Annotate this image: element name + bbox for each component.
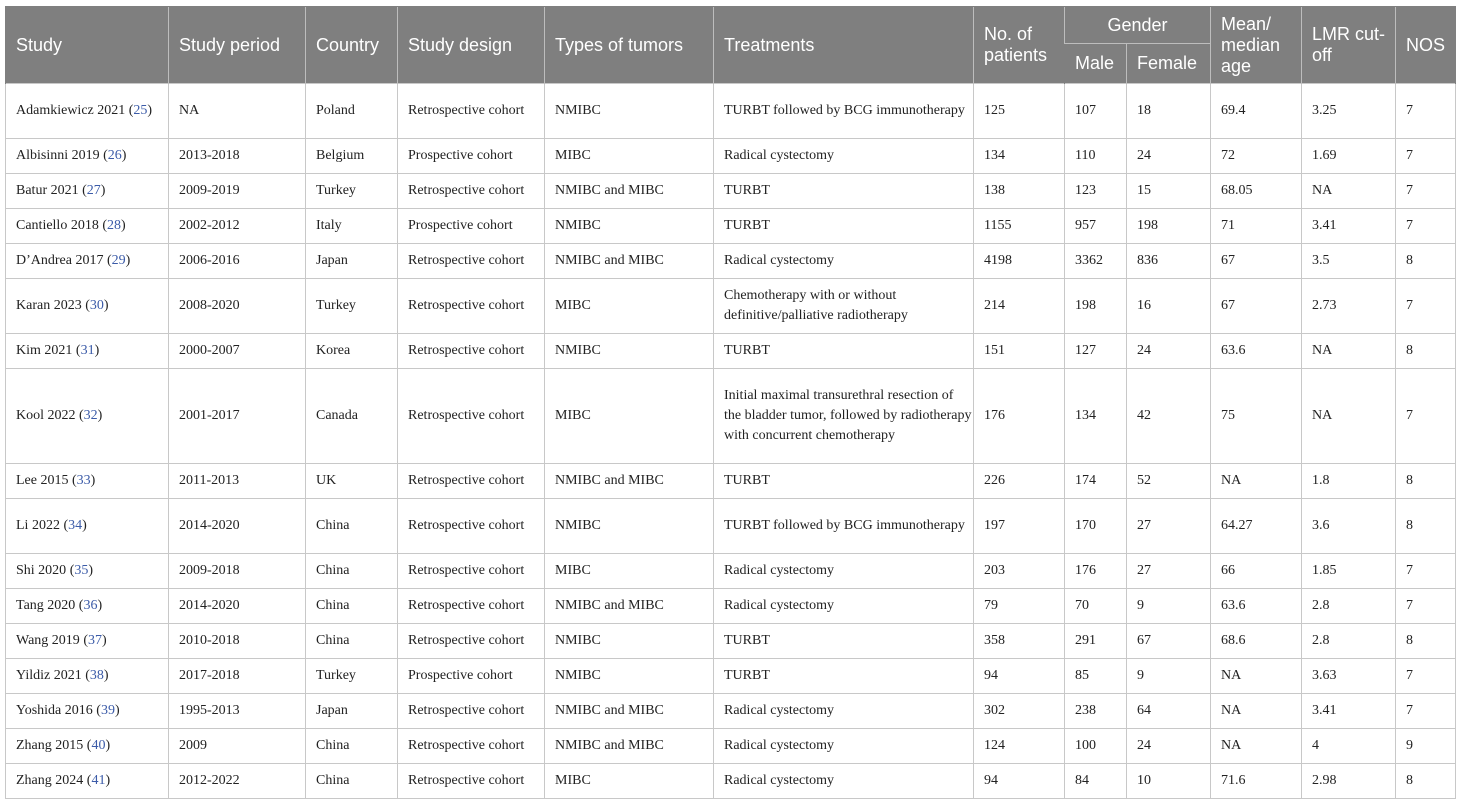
header-male: Male <box>1065 44 1127 84</box>
cell-patients: 94 <box>974 659 1065 694</box>
cell-nos: 7 <box>1396 279 1456 334</box>
reference-link[interactable]: 31 <box>80 343 95 358</box>
study-name: Wang 2019 <box>16 633 80 648</box>
cell-treatment: TURBT followed by BCG immunotherapy <box>714 84 974 139</box>
cell-nos: 8 <box>1396 244 1456 279</box>
cell-study-design: Retrospective cohort <box>398 624 545 659</box>
cell-lmr-cutoff: 1.8 <box>1302 464 1396 499</box>
cell-nos: 8 <box>1396 624 1456 659</box>
cell-patients: 138 <box>974 174 1065 209</box>
cell-country: Japan <box>306 244 398 279</box>
cell-tumor-type: NMIBC and MIBC <box>545 174 714 209</box>
cell-female: 24 <box>1127 139 1211 174</box>
cell-male: 170 <box>1065 499 1127 554</box>
cell-study: Albisinni 2019 (26) <box>6 139 169 174</box>
cell-tumor-type: NMIBC <box>545 659 714 694</box>
cell-study: Yildiz 2021 (38) <box>6 659 169 694</box>
cell-tumor-type: MIBC <box>545 369 714 464</box>
cell-study-design: Retrospective cohort <box>398 554 545 589</box>
study-name: Cantiello 2018 <box>16 218 99 233</box>
cell-treatment: Radical cystectomy <box>714 729 974 764</box>
cell-lmr-cutoff: 1.85 <box>1302 554 1396 589</box>
reference-link[interactable]: 36 <box>83 598 98 613</box>
study-characteristics-table <box>5 6 1456 799</box>
cell-tumor-type: NMIBC <box>545 624 714 659</box>
cell-lmr-cutoff: 1.69 <box>1302 139 1396 174</box>
table-row <box>6 279 1456 334</box>
table-row <box>6 659 1456 694</box>
cell-age: 71 <box>1211 209 1302 244</box>
cell-age: 63.6 <box>1211 334 1302 369</box>
cell-study-period: 2009 <box>169 729 306 764</box>
cell-female: 198 <box>1127 209 1211 244</box>
cell-country: Turkey <box>306 659 398 694</box>
reference-link[interactable]: 28 <box>107 218 121 233</box>
cell-study: Karan 2023 (30) <box>6 279 169 334</box>
cell-female: 15 <box>1127 174 1211 209</box>
cell-study: Wang 2019 (37) <box>6 624 169 659</box>
cell-treatment: TURBT followed by BCG immunotherapy <box>714 499 974 554</box>
cell-country: Canada <box>306 369 398 464</box>
cell-lmr-cutoff: NA <box>1302 334 1396 369</box>
cell-age: 68.05 <box>1211 174 1302 209</box>
cell-nos: 8 <box>1396 764 1456 799</box>
reference-link[interactable]: 34 <box>68 518 83 533</box>
table-row <box>6 244 1456 279</box>
cell-study: Zhang 2015 (40) <box>6 729 169 764</box>
study-name: Kool 2022 <box>16 408 76 423</box>
cell-lmr-cutoff: 3.5 <box>1302 244 1396 279</box>
cell-study-period: 2014-2020 <box>169 499 306 554</box>
header-nos: NOS <box>1396 7 1456 84</box>
cell-female: 10 <box>1127 764 1211 799</box>
cell-tumor-type: NMIBC and MIBC <box>545 589 714 624</box>
cell-tumor-type: NMIBC and MIBC <box>545 244 714 279</box>
cell-male: 84 <box>1065 764 1127 799</box>
study-name: Lee 2015 <box>16 473 69 488</box>
cell-study: D’Andrea 2017 (29) <box>6 244 169 279</box>
cell-tumor-type: MIBC <box>545 764 714 799</box>
table-row <box>6 499 1456 554</box>
study-name: Adamkiewicz 2021 <box>16 103 126 118</box>
reference-link[interactable]: 33 <box>76 473 91 488</box>
cell-female: 27 <box>1127 554 1211 589</box>
table-row <box>6 589 1456 624</box>
cell-study-period: 2017-2018 <box>169 659 306 694</box>
cell-age: 69.4 <box>1211 84 1302 139</box>
reference-link[interactable]: 37 <box>87 633 102 648</box>
cell-female: 9 <box>1127 589 1211 624</box>
cell-female: 24 <box>1127 729 1211 764</box>
reference-link[interactable]: 35 <box>74 563 89 578</box>
cell-study: Lee 2015 (33) <box>6 464 169 499</box>
table-row <box>6 139 1456 174</box>
cell-study-design: Retrospective cohort <box>398 279 545 334</box>
cell-patients: 151 <box>974 334 1065 369</box>
cell-country: UK <box>306 464 398 499</box>
cell-patients: 79 <box>974 589 1065 624</box>
cell-age: 66 <box>1211 554 1302 589</box>
cell-study-period: 2001-2017 <box>169 369 306 464</box>
table-row <box>6 729 1456 764</box>
cell-tumor-type: MIBC <box>545 279 714 334</box>
cell-female: 24 <box>1127 334 1211 369</box>
study-name: Kim 2021 <box>16 343 73 358</box>
cell-study-period: NA <box>169 84 306 139</box>
cell-treatment: Chemotherapy with or without definitive/palliative radiotherapy <box>714 279 974 334</box>
cell-study-design: Retrospective cohort <box>398 369 545 464</box>
cell-study: Li 2022 (34) <box>6 499 169 554</box>
cell-male: 70 <box>1065 589 1127 624</box>
cell-study-design: Retrospective cohort <box>398 589 545 624</box>
cell-age: 72 <box>1211 139 1302 174</box>
cell-patients: 197 <box>974 499 1065 554</box>
reference-link[interactable]: 26 <box>107 148 122 163</box>
cell-country: China <box>306 764 398 799</box>
header-age: Mean/ median age <box>1211 7 1302 84</box>
cell-tumor-type: MIBC <box>545 139 714 174</box>
cell-patients: 125 <box>974 84 1065 139</box>
cell-lmr-cutoff: 3.41 <box>1302 209 1396 244</box>
cell-age: 64.27 <box>1211 499 1302 554</box>
cell-female: 16 <box>1127 279 1211 334</box>
table-header <box>6 7 1456 84</box>
reference-link[interactable]: 32 <box>83 408 98 423</box>
cell-patients: 94 <box>974 764 1065 799</box>
reference-link[interactable]: 38 <box>89 668 104 683</box>
cell-country: Korea <box>306 334 398 369</box>
cell-study-design: Retrospective cohort <box>398 334 545 369</box>
study-name: D’Andrea 2017 <box>16 253 104 268</box>
cell-age: 75 <box>1211 369 1302 464</box>
cell-male: 3362 <box>1065 244 1127 279</box>
cell-lmr-cutoff: 4 <box>1302 729 1396 764</box>
table-row <box>6 554 1456 589</box>
cell-patients: 1155 <box>974 209 1065 244</box>
cell-female: 64 <box>1127 694 1211 729</box>
cell-nos: 7 <box>1396 659 1456 694</box>
cell-study-period: 1995-2013 <box>169 694 306 729</box>
cell-female: 9 <box>1127 659 1211 694</box>
cell-nos: 7 <box>1396 554 1456 589</box>
cell-nos: 7 <box>1396 84 1456 139</box>
cell-treatment: TURBT <box>714 659 974 694</box>
cell-study: Kim 2021 (31) <box>6 334 169 369</box>
header-lmr-cutoff: LMR cut-off <box>1302 7 1396 84</box>
table-row <box>6 764 1456 799</box>
reference-link[interactable]: 25 <box>133 103 148 118</box>
cell-age: NA <box>1211 659 1302 694</box>
cell-nos: 7 <box>1396 589 1456 624</box>
header-gender: Gender <box>1065 7 1211 44</box>
cell-male: 100 <box>1065 729 1127 764</box>
cell-study-period: 2010-2018 <box>169 624 306 659</box>
cell-country: China <box>306 554 398 589</box>
cell-patients: 203 <box>974 554 1065 589</box>
table-body <box>6 84 1456 799</box>
cell-age: NA <box>1211 729 1302 764</box>
study-name: Tang 2020 <box>16 598 76 613</box>
cell-nos: 9 <box>1396 729 1456 764</box>
cell-nos: 7 <box>1396 369 1456 464</box>
header-treatments: Treatments <box>714 7 974 84</box>
cell-treatment: TURBT <box>714 624 974 659</box>
cell-patients: 302 <box>974 694 1065 729</box>
cell-study-design: Retrospective cohort <box>398 764 545 799</box>
cell-treatment: Radical cystectomy <box>714 764 974 799</box>
cell-lmr-cutoff: 2.98 <box>1302 764 1396 799</box>
cell-male: 127 <box>1065 334 1127 369</box>
cell-lmr-cutoff: 3.6 <box>1302 499 1396 554</box>
cell-study-period: 2013-2018 <box>169 139 306 174</box>
study-name: Shi 2020 <box>16 563 67 578</box>
cell-patients: 124 <box>974 729 1065 764</box>
header-study: Study <box>6 7 169 84</box>
cell-treatment: TURBT <box>714 174 974 209</box>
cell-study-design: Prospective cohort <box>398 139 545 174</box>
cell-female: 67 <box>1127 624 1211 659</box>
cell-age: NA <box>1211 694 1302 729</box>
cell-patients: 226 <box>974 464 1065 499</box>
cell-study: Tang 2020 (36) <box>6 589 169 624</box>
header-tumor-types: Types of tumors <box>545 7 714 84</box>
cell-lmr-cutoff: 2.73 <box>1302 279 1396 334</box>
study-name: Karan 2023 <box>16 298 82 313</box>
cell-study-design: Retrospective cohort <box>398 244 545 279</box>
cell-nos: 7 <box>1396 209 1456 244</box>
cell-lmr-cutoff: NA <box>1302 174 1396 209</box>
cell-study: Adamkiewicz 2021 (25) <box>6 84 169 139</box>
cell-country: Japan <box>306 694 398 729</box>
cell-study-design: Retrospective cohort <box>398 464 545 499</box>
cell-study-design: Retrospective cohort <box>398 84 545 139</box>
cell-country: Turkey <box>306 174 398 209</box>
cell-lmr-cutoff: NA <box>1302 369 1396 464</box>
cell-tumor-type: NMIBC <box>545 84 714 139</box>
cell-patients: 358 <box>974 624 1065 659</box>
cell-nos: 7 <box>1396 139 1456 174</box>
cell-male: 198 <box>1065 279 1127 334</box>
cell-study: Zhang 2024 (41) <box>6 764 169 799</box>
cell-male: 110 <box>1065 139 1127 174</box>
study-name: Li 2022 <box>16 518 60 533</box>
cell-treatment: Radical cystectomy <box>714 589 974 624</box>
cell-country: Poland <box>306 84 398 139</box>
cell-male: 291 <box>1065 624 1127 659</box>
cell-tumor-type: MIBC <box>545 554 714 589</box>
cell-tumor-type: NMIBC <box>545 334 714 369</box>
cell-male: 85 <box>1065 659 1127 694</box>
cell-country: Italy <box>306 209 398 244</box>
cell-study: Batur 2021 (27) <box>6 174 169 209</box>
cell-lmr-cutoff: 2.8 <box>1302 624 1396 659</box>
cell-study-period: 2009-2018 <box>169 554 306 589</box>
cell-study-design: Retrospective cohort <box>398 174 545 209</box>
cell-patients: 214 <box>974 279 1065 334</box>
table-row <box>6 369 1456 464</box>
table-row <box>6 624 1456 659</box>
cell-country: China <box>306 499 398 554</box>
table-row <box>6 209 1456 244</box>
cell-study: Kool 2022 (32) <box>6 369 169 464</box>
cell-male: 176 <box>1065 554 1127 589</box>
cell-country: China <box>306 589 398 624</box>
cell-study-period: 2006-2016 <box>169 244 306 279</box>
cell-study-design: Retrospective cohort <box>398 499 545 554</box>
header-patients: No. of patients <box>974 7 1065 84</box>
cell-male: 957 <box>1065 209 1127 244</box>
cell-patients: 4198 <box>974 244 1065 279</box>
cell-lmr-cutoff: 3.41 <box>1302 694 1396 729</box>
cell-nos: 8 <box>1396 334 1456 369</box>
cell-tumor-type: NMIBC and MIBC <box>545 729 714 764</box>
table-row <box>6 694 1456 729</box>
cell-patients: 176 <box>974 369 1065 464</box>
cell-nos: 8 <box>1396 499 1456 554</box>
reference-link[interactable]: 29 <box>111 253 126 268</box>
cell-female: 18 <box>1127 84 1211 139</box>
cell-study: Shi 2020 (35) <box>6 554 169 589</box>
cell-treatment: TURBT <box>714 209 974 244</box>
cell-study-period: 2014-2020 <box>169 589 306 624</box>
study-name: Zhang 2015 <box>16 738 84 753</box>
cell-male: 134 <box>1065 369 1127 464</box>
header-female: Female <box>1127 44 1211 84</box>
cell-male: 238 <box>1065 694 1127 729</box>
table-row <box>6 334 1456 369</box>
study-name: Yoshida 2016 <box>16 703 93 718</box>
reference-link[interactable]: 40 <box>91 738 106 753</box>
cell-age: 71.6 <box>1211 764 1302 799</box>
study-name: Zhang 2024 <box>16 773 84 788</box>
cell-country: China <box>306 624 398 659</box>
cell-treatment: Radical cystectomy <box>714 139 974 174</box>
cell-tumor-type: NMIBC <box>545 499 714 554</box>
cell-age: NA <box>1211 464 1302 499</box>
cell-lmr-cutoff: 3.25 <box>1302 84 1396 139</box>
study-name: Yildiz 2021 <box>16 668 82 683</box>
cell-study-design: Retrospective cohort <box>398 729 545 764</box>
cell-treatment: Radical cystectomy <box>714 694 974 729</box>
cell-study-period: 2002-2012 <box>169 209 306 244</box>
cell-nos: 8 <box>1396 464 1456 499</box>
cell-country: Turkey <box>306 279 398 334</box>
cell-male: 107 <box>1065 84 1127 139</box>
cell-lmr-cutoff: 2.8 <box>1302 589 1396 624</box>
table-row <box>6 84 1456 139</box>
cell-lmr-cutoff: 3.63 <box>1302 659 1396 694</box>
cell-female: 27 <box>1127 499 1211 554</box>
cell-treatment: Radical cystectomy <box>714 554 974 589</box>
cell-patients: 134 <box>974 139 1065 174</box>
reference-link[interactable]: 39 <box>100 703 115 718</box>
cell-female: 836 <box>1127 244 1211 279</box>
cell-study-design: Prospective cohort <box>398 209 545 244</box>
cell-age: 67 <box>1211 244 1302 279</box>
study-characteristics-table-container <box>5 6 1456 799</box>
header-study-period: Study period <box>169 7 306 84</box>
reference-link[interactable]: 27 <box>86 183 101 198</box>
cell-treatment: Initial maximal transurethral resection of the bladder tumor, followed by radiotherapy with concurrent chemotherapy <box>714 369 974 464</box>
cell-age: 63.6 <box>1211 589 1302 624</box>
cell-study-design: Retrospective cohort <box>398 694 545 729</box>
cell-country: China <box>306 729 398 764</box>
cell-study-design: Prospective cohort <box>398 659 545 694</box>
cell-study-period: 2000-2007 <box>169 334 306 369</box>
cell-treatment: TURBT <box>714 334 974 369</box>
cell-age: 68.6 <box>1211 624 1302 659</box>
cell-study-period: 2012-2022 <box>169 764 306 799</box>
table-row <box>6 174 1456 209</box>
cell-male: 123 <box>1065 174 1127 209</box>
header-country: Country <box>306 7 398 84</box>
cell-study: Yoshida 2016 (39) <box>6 694 169 729</box>
cell-treatment: TURBT <box>714 464 974 499</box>
header-study-design: Study design <box>398 7 545 84</box>
cell-study: Cantiello 2018 (28) <box>6 209 169 244</box>
study-name: Albisinni 2019 <box>16 148 100 163</box>
cell-tumor-type: NMIBC <box>545 209 714 244</box>
cell-nos: 7 <box>1396 694 1456 729</box>
cell-tumor-type: NMIBC and MIBC <box>545 694 714 729</box>
study-name: Batur 2021 <box>16 183 79 198</box>
cell-female: 42 <box>1127 369 1211 464</box>
cell-female: 52 <box>1127 464 1211 499</box>
cell-age: 67 <box>1211 279 1302 334</box>
cell-male: 174 <box>1065 464 1127 499</box>
table-row <box>6 464 1456 499</box>
reference-link[interactable]: 41 <box>91 773 106 788</box>
cell-study-period: 2008-2020 <box>169 279 306 334</box>
reference-link[interactable]: 30 <box>89 298 104 313</box>
cell-treatment: Radical cystectomy <box>714 244 974 279</box>
cell-country: Belgium <box>306 139 398 174</box>
cell-study-period: 2009-2019 <box>169 174 306 209</box>
cell-study-period: 2011-2013 <box>169 464 306 499</box>
cell-tumor-type: NMIBC and MIBC <box>545 464 714 499</box>
cell-nos: 7 <box>1396 174 1456 209</box>
